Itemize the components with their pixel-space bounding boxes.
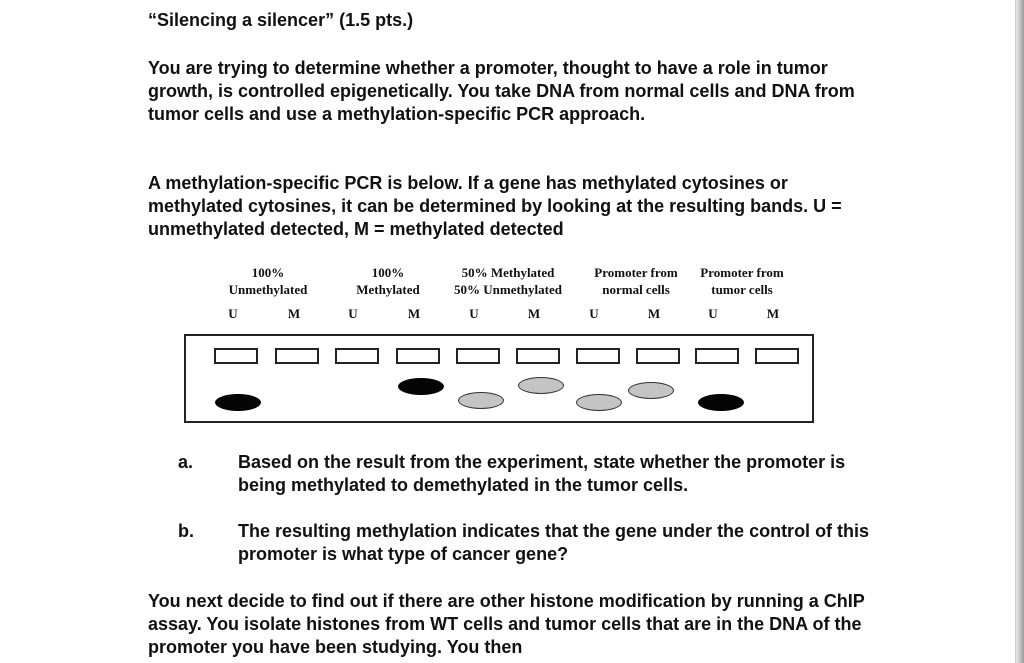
gel-group-label bbox=[580, 264, 692, 298]
gel-band-dark bbox=[398, 378, 444, 395]
lane-label: M bbox=[766, 306, 780, 321]
gel-well bbox=[275, 348, 319, 364]
question-title: “Silencing a silencer” (1.5 pts.) bbox=[148, 10, 414, 30]
gel-group-label bbox=[328, 264, 448, 298]
gel-well bbox=[335, 348, 379, 364]
lane-label: U bbox=[589, 306, 599, 321]
gel-band-grey bbox=[518, 377, 564, 394]
gel-band-grey bbox=[458, 392, 504, 409]
gel-group-label bbox=[686, 264, 798, 298]
lane-label: U bbox=[228, 306, 238, 321]
gel-band-dark bbox=[215, 394, 261, 411]
gel-group-label bbox=[208, 264, 328, 298]
gel-group-line1: 100% bbox=[251, 265, 285, 280]
gel-well bbox=[576, 348, 620, 364]
lane-label: U bbox=[348, 306, 358, 321]
gel-group-line2: 50% Unmethylated bbox=[454, 282, 562, 297]
intro-paragraph: You are trying to determine whether a promoter, thought to have a role in tumor growth, is controlled epigenetically. You take DNA from normal cells and DNA from tumor cells and use a methylation-specific PCR approach. bbox=[148, 58, 855, 124]
gel-group-line1: 50% Methylated bbox=[461, 265, 555, 280]
gel-group-line1: Promoter from bbox=[700, 265, 784, 280]
gel-band-grey bbox=[628, 382, 674, 399]
page-edge-shadow bbox=[1016, 0, 1024, 663]
question-b-letter: b. bbox=[178, 521, 194, 541]
lane-label: U bbox=[708, 306, 718, 321]
lane-label: M bbox=[407, 306, 421, 321]
gel-well bbox=[456, 348, 500, 364]
gel-well bbox=[695, 348, 739, 364]
lane-label: U bbox=[469, 306, 479, 321]
gel-group-line1: 100% bbox=[371, 265, 405, 280]
gel-group-line1: Promoter from bbox=[594, 265, 678, 280]
gel-band-grey bbox=[576, 394, 622, 411]
gel-well bbox=[755, 348, 799, 364]
question-b-text: The resulting methylation indicates that the gene under the control of this promoter is what type of cancer gene? bbox=[238, 521, 870, 564]
gel-group-line2: Unmethylated bbox=[228, 282, 308, 297]
lane-label: M bbox=[647, 306, 661, 321]
gel-group-line2: Methylated bbox=[356, 282, 420, 297]
gel-well bbox=[214, 348, 258, 364]
followup-paragraph: You next decide to find out if there are other histone modification by running a ChIP assay. You isolate histones from WT cells and tumor cells that are in the DNA of the promoter you have been studying. You then bbox=[148, 591, 865, 657]
explanation-paragraph: A methylation-specific PCR is below. If a gene has methylated cytosines or methylated cytosines, it can be determined by looking at the resulting bands. U = unmethylated detected, M = methylated detected bbox=[148, 173, 842, 239]
lane-label: M bbox=[527, 306, 541, 321]
question-a-text: Based on the result from the experiment, state whether the promoter is being methylated to demethylated in the tumor cells. bbox=[238, 452, 846, 495]
gel-band-dark bbox=[698, 394, 744, 411]
question-a-letter: a. bbox=[178, 452, 194, 472]
gel-group-label bbox=[437, 264, 579, 298]
gel-group-line2: tumor cells bbox=[711, 282, 773, 297]
gel-well bbox=[516, 348, 560, 364]
gel-well bbox=[636, 348, 680, 364]
gel-well bbox=[396, 348, 440, 364]
gel-group-line2: normal cells bbox=[602, 282, 670, 297]
lane-label: M bbox=[287, 306, 301, 321]
